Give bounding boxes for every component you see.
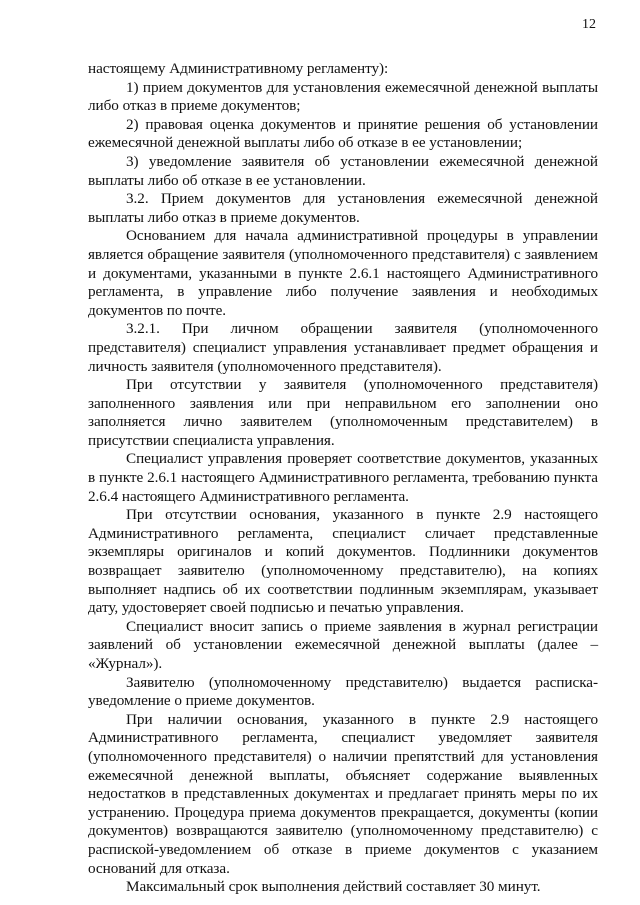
paragraph: Специалист управления проверяет соответствие документов, указанных в пункте 2.6.1 настоящего Административного регламента, требованию пункта 2.6.4 настоящего Административного регламента. xyxy=(88,450,598,505)
document-body xyxy=(88,60,598,897)
paragraph: Заявителю (уполномоченному представителю) выдается расписка-уведомление о приеме документов. xyxy=(88,673,598,710)
paragraph: При отсутствии у заявителя (уполномоченного представителя) заполненного заявления или при неправильном его заполнении оно заполняется лично заявителем (уполномоченным представителем) в присутствии специалиста управления. xyxy=(88,376,598,449)
paragraph: 3.2. Прием документов для установления ежемесячной денежной выплаты либо отказ в приеме документов. xyxy=(88,190,598,226)
paragraph: При наличии основания, указанного в пункте 2.9 настоящего Административного регламента, специалист уведомляет заявителя (уполномоченного представителя) о наличии препятствий для установления ежемесячной денежной выплаты, объясняет содержание выявленных недостатков в представленных документах и предлагает принять меры по их устранению. Процедура приема документов прекращается, документы (копии документов) возвращаются заявителю (уполномоченному представителю) с распиской-уведомлением об отказе в приеме документов с указанием оснований для отказа. xyxy=(88,710,598,877)
paragraph: 2) правовая оценка документов и принятие решения об установлении ежемесячной денежной выплаты либо об отказе в ее установлении; xyxy=(88,115,598,152)
paragraph: При отсутствии основания, указанного в пункте 2.9 настоящего Административного регламента, специалист сличает представленные экземпляры оригиналов и копий документов. Подлинники документов возвращает заявителю (уполномоченному представителю), на копиях выполняет надпись об их соответствии подлинным экземплярам, указывает дату, удостоверяет своей подписью и печатью управления. xyxy=(88,506,598,617)
paragraph: настоящему Административному регламенту): xyxy=(88,60,389,77)
paragraph: Основанием для начала административной процедуры в управлении является обращение заявителя (уполномоченного представителя) с заявлением и документами, указанными в пункте 2.6.1 настоящего Административного регламента, в управление либо получение заявления и необходимых документов по почте. xyxy=(88,227,598,319)
page-number: 12 xyxy=(582,17,596,32)
paragraph: 3) уведомление заявителя об установлении ежемесячной денежной выплаты либо об отказе в ее установлении. xyxy=(88,152,598,189)
paragraph: Специалист вносит запись о приеме заявления в журнал регистрации заявлений об установлении ежемесячной денежной выплаты (далее – «Журнал»). xyxy=(88,617,598,672)
paragraph: 3.2.1. При личном обращении заявителя (уполномоченного представителя) специалист управления устанавливает предмет обращения и личность заявителя (уполномоченного представителя). xyxy=(88,320,598,375)
paragraph: Максимальный срок выполнения действий составляет 30 минут. xyxy=(126,878,541,896)
paragraph: 1) прием документов для установления ежемесячной денежной выплаты либо отказ в приеме документов; xyxy=(88,78,598,115)
